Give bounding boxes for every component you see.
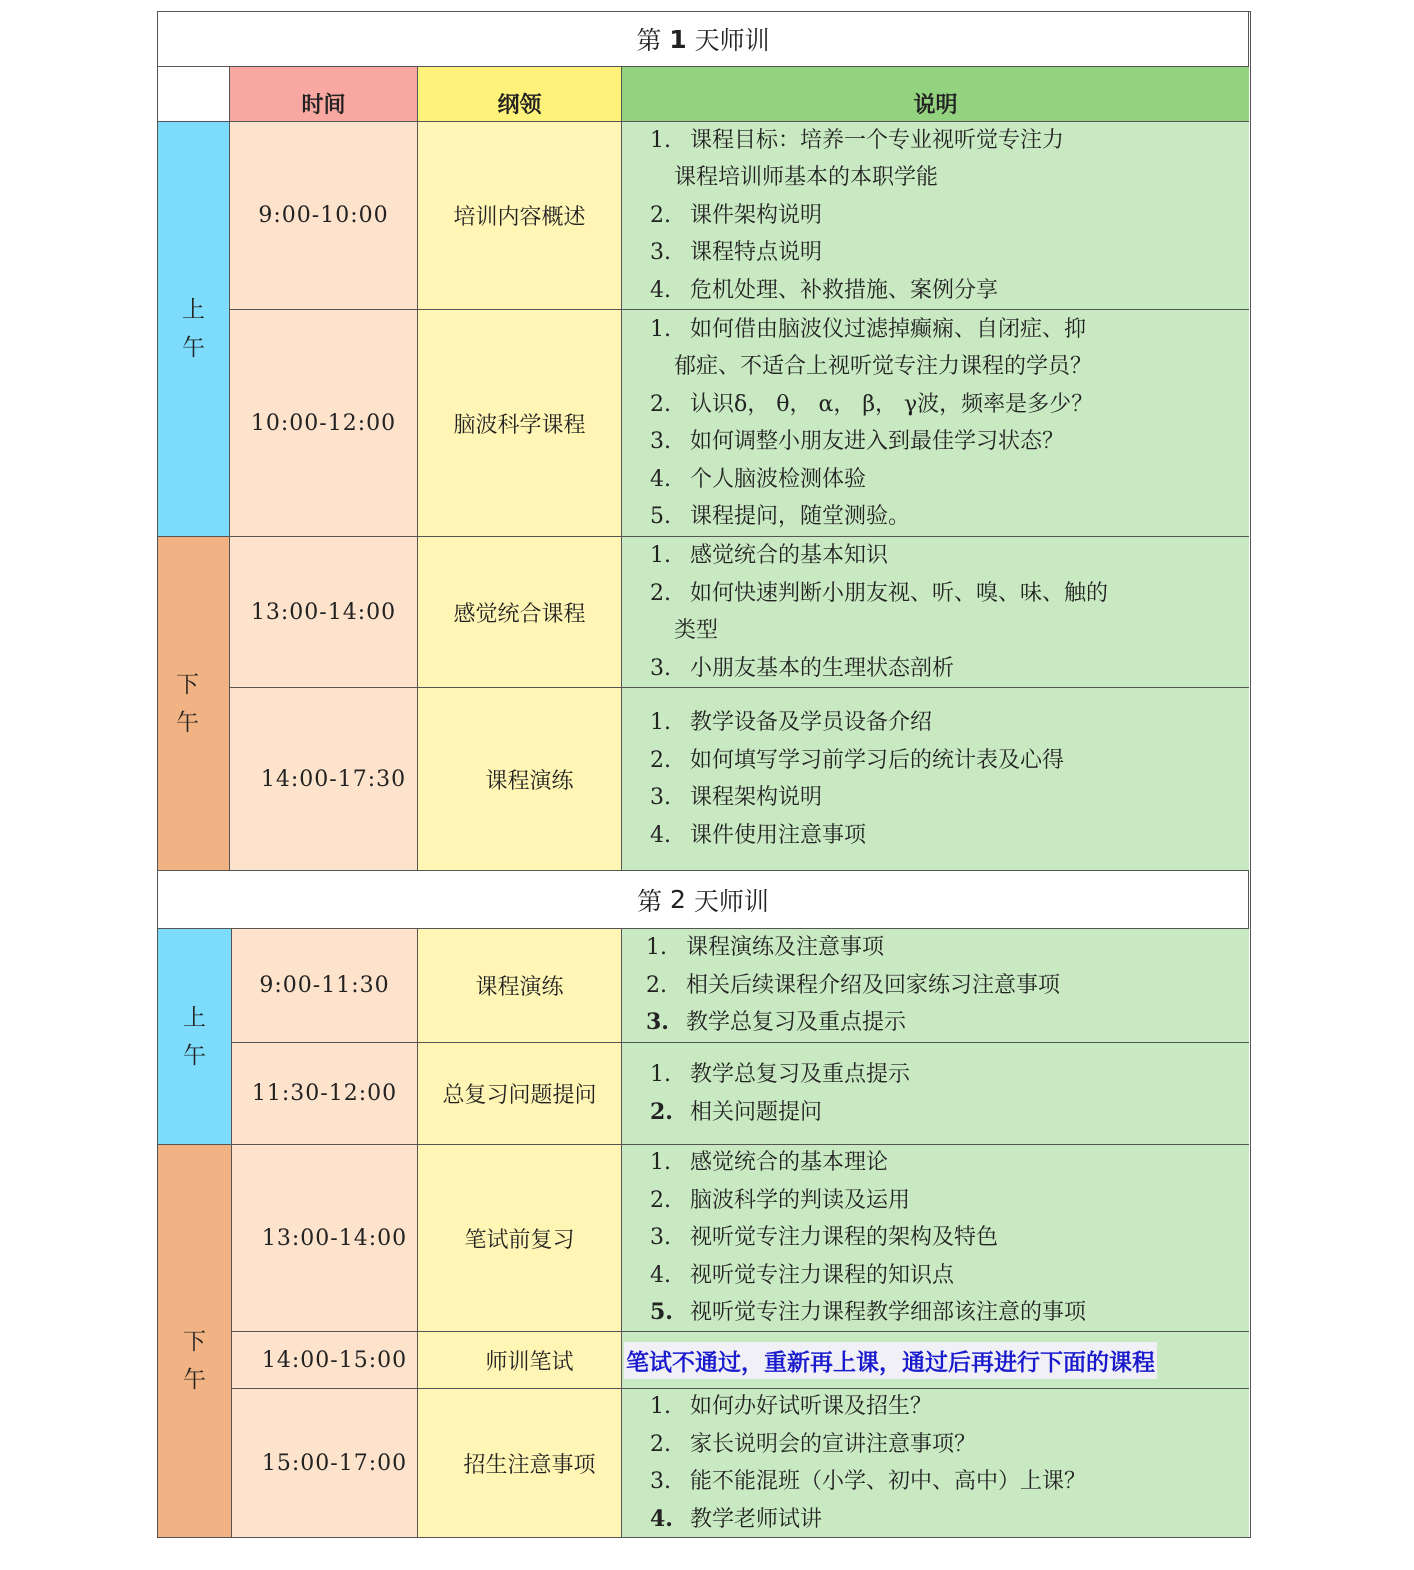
list-item: 1. 教学总复习及重点提示 (650, 1062, 911, 1087)
list-item: 4. 教学老师试讲 (650, 1505, 823, 1532)
list-item: 4. 视听觉专注力课程的知识点 (650, 1262, 955, 1288)
day2-row5-topic: 招生注意事项 (418, 1389, 622, 1537)
header-time: 时间 (230, 67, 418, 122)
day2-pm-label: 下 午 (158, 1145, 232, 1537)
list-item: 3. 视听觉专注力课程的架构及特色 (650, 1225, 999, 1251)
day1-title (158, 12, 1249, 67)
list-item: 2. 如何快速判断小朋友视、听、嗅、味、触的 类型 (650, 580, 1109, 643)
list-item: 3. 课程架构说明 (650, 785, 823, 810)
day2-row2-topic: 总复习问题提问 (418, 1043, 622, 1145)
header-topic: 纲领 (418, 67, 622, 122)
day1-title-num: 1 (669, 24, 687, 54)
list-item: 1. 课程演练及注意事项 (646, 935, 885, 961)
list-item: 3. 课程特点说明 (650, 240, 823, 266)
day1-title-pre: 第 (636, 26, 662, 55)
day2-row2-desc (622, 1043, 1249, 1145)
list-item: 1. 如何借由脑波仪过滤掉癫痫、自闭症、抑 郁症、不适合上视听觉专注力课程的学员？ (650, 316, 1093, 379)
list-item: 2. 家长说明会的宣讲注意事项？ (650, 1431, 977, 1457)
day1-row3-topic: 感觉统合课程 (418, 537, 622, 688)
list-item: 2. 课件架构说明 (650, 202, 823, 228)
day2-row4-topic: 师训笔试 (418, 1332, 622, 1389)
list-item: 2. 脑波科学的判读及运用 (650, 1187, 911, 1213)
list-item: 3. 教学总复习及重点提示 (646, 1009, 907, 1036)
day2-row1-time: 9:00-11:30 (232, 929, 418, 1043)
list-item: 2. 如何填写学习前学习后的统计表及心得 (650, 747, 1065, 773)
day1-row4-topic: 课程演练 (418, 688, 622, 871)
list-item: 4. 个人脑波检测体验 (650, 466, 867, 492)
day1-am-label: 上 午 (158, 122, 230, 537)
day1-row2-time: 10:00-12:00 (230, 310, 418, 537)
day1-row3-desc (622, 537, 1249, 688)
list-item: 2. 认识δ， θ， α， β， γ波，频率是多少？ (650, 391, 1094, 417)
day2-row5-desc (622, 1389, 1249, 1537)
list-item: 1. 感觉统合的基本理论 (650, 1150, 889, 1176)
day2-am-label: 上 午 (158, 929, 232, 1145)
day2-row3-topic: 笔试前复习 (418, 1145, 622, 1332)
day2-row1-topic: 课程演练 (418, 929, 622, 1043)
day2-row2-time: 11:30-12:00 (232, 1043, 418, 1145)
header-blank (158, 67, 230, 122)
day1-row1-topic: 培训内容概述 (418, 122, 622, 310)
list-item: 3. 如何调整小朋友进入到最佳学习状态？ (650, 429, 1065, 454)
day1-row4-time: 14:00-17:30 (230, 688, 418, 871)
day2-title: 第 2 天师训 (158, 871, 1249, 929)
list-item: 1. 感觉统合的基本知识 (650, 543, 889, 568)
day2-row4-time: 14:00-15:00 (232, 1332, 418, 1389)
exam-note: 笔试不通过，重新再上课，通过后再进行下面的课程 (624, 1342, 1157, 1379)
day1-title-post: 天师训 (694, 26, 770, 55)
list-item: 1. 课程目标：培养一个专业视听觉专注力 课程培训师基本的本职学能 (650, 127, 1065, 191)
day1-row1-time: 9:00-10:00 (230, 122, 418, 310)
header-desc: 说明 (622, 67, 1249, 122)
list-item: 2. 相关后续课程介绍及回家练习注意事项 (646, 972, 1061, 998)
list-item: 3. 能不能混班（小学、初中、高中）上课？ (650, 1469, 1087, 1494)
list-item: 5. 视听觉专注力课程教学细部该注意的事项 (650, 1299, 1087, 1326)
day2-title-num: 2 (670, 885, 686, 914)
day1-row4-desc (622, 688, 1249, 871)
day2-row1-desc (622, 929, 1249, 1043)
list-item: 2. 相关问题提问 (650, 1098, 823, 1125)
day2-row5-time: 15:00-17:00 (232, 1389, 418, 1537)
day2-row4-desc (622, 1332, 1249, 1389)
list-item: 4. 危机处理、补救措施、案例分享 (650, 277, 999, 303)
list-item: 1. 如何办好试听课及招生？ (650, 1394, 933, 1419)
list-item: 3. 小朋友基本的生理状态剖析 (650, 655, 955, 681)
training-schedule-table (157, 11, 1251, 1538)
day2-row3-time: 13:00-14:00 (232, 1145, 418, 1332)
day1-pm-label: 下 午 (158, 537, 230, 871)
day1-row2-topic: 脑波科学课程 (418, 310, 622, 537)
list-item: 4. 课件使用注意事项 (650, 822, 867, 848)
day1-row2-desc (622, 310, 1249, 537)
list-item: 1. 教学设备及学员设备介绍 (650, 710, 933, 735)
list-item: 5. 课程提问，随堂测验。 (650, 504, 911, 529)
day1-row1-desc (622, 122, 1249, 310)
day1-row3-time: 13:00-14:00 (230, 537, 418, 688)
day2-row3-desc (622, 1145, 1249, 1332)
